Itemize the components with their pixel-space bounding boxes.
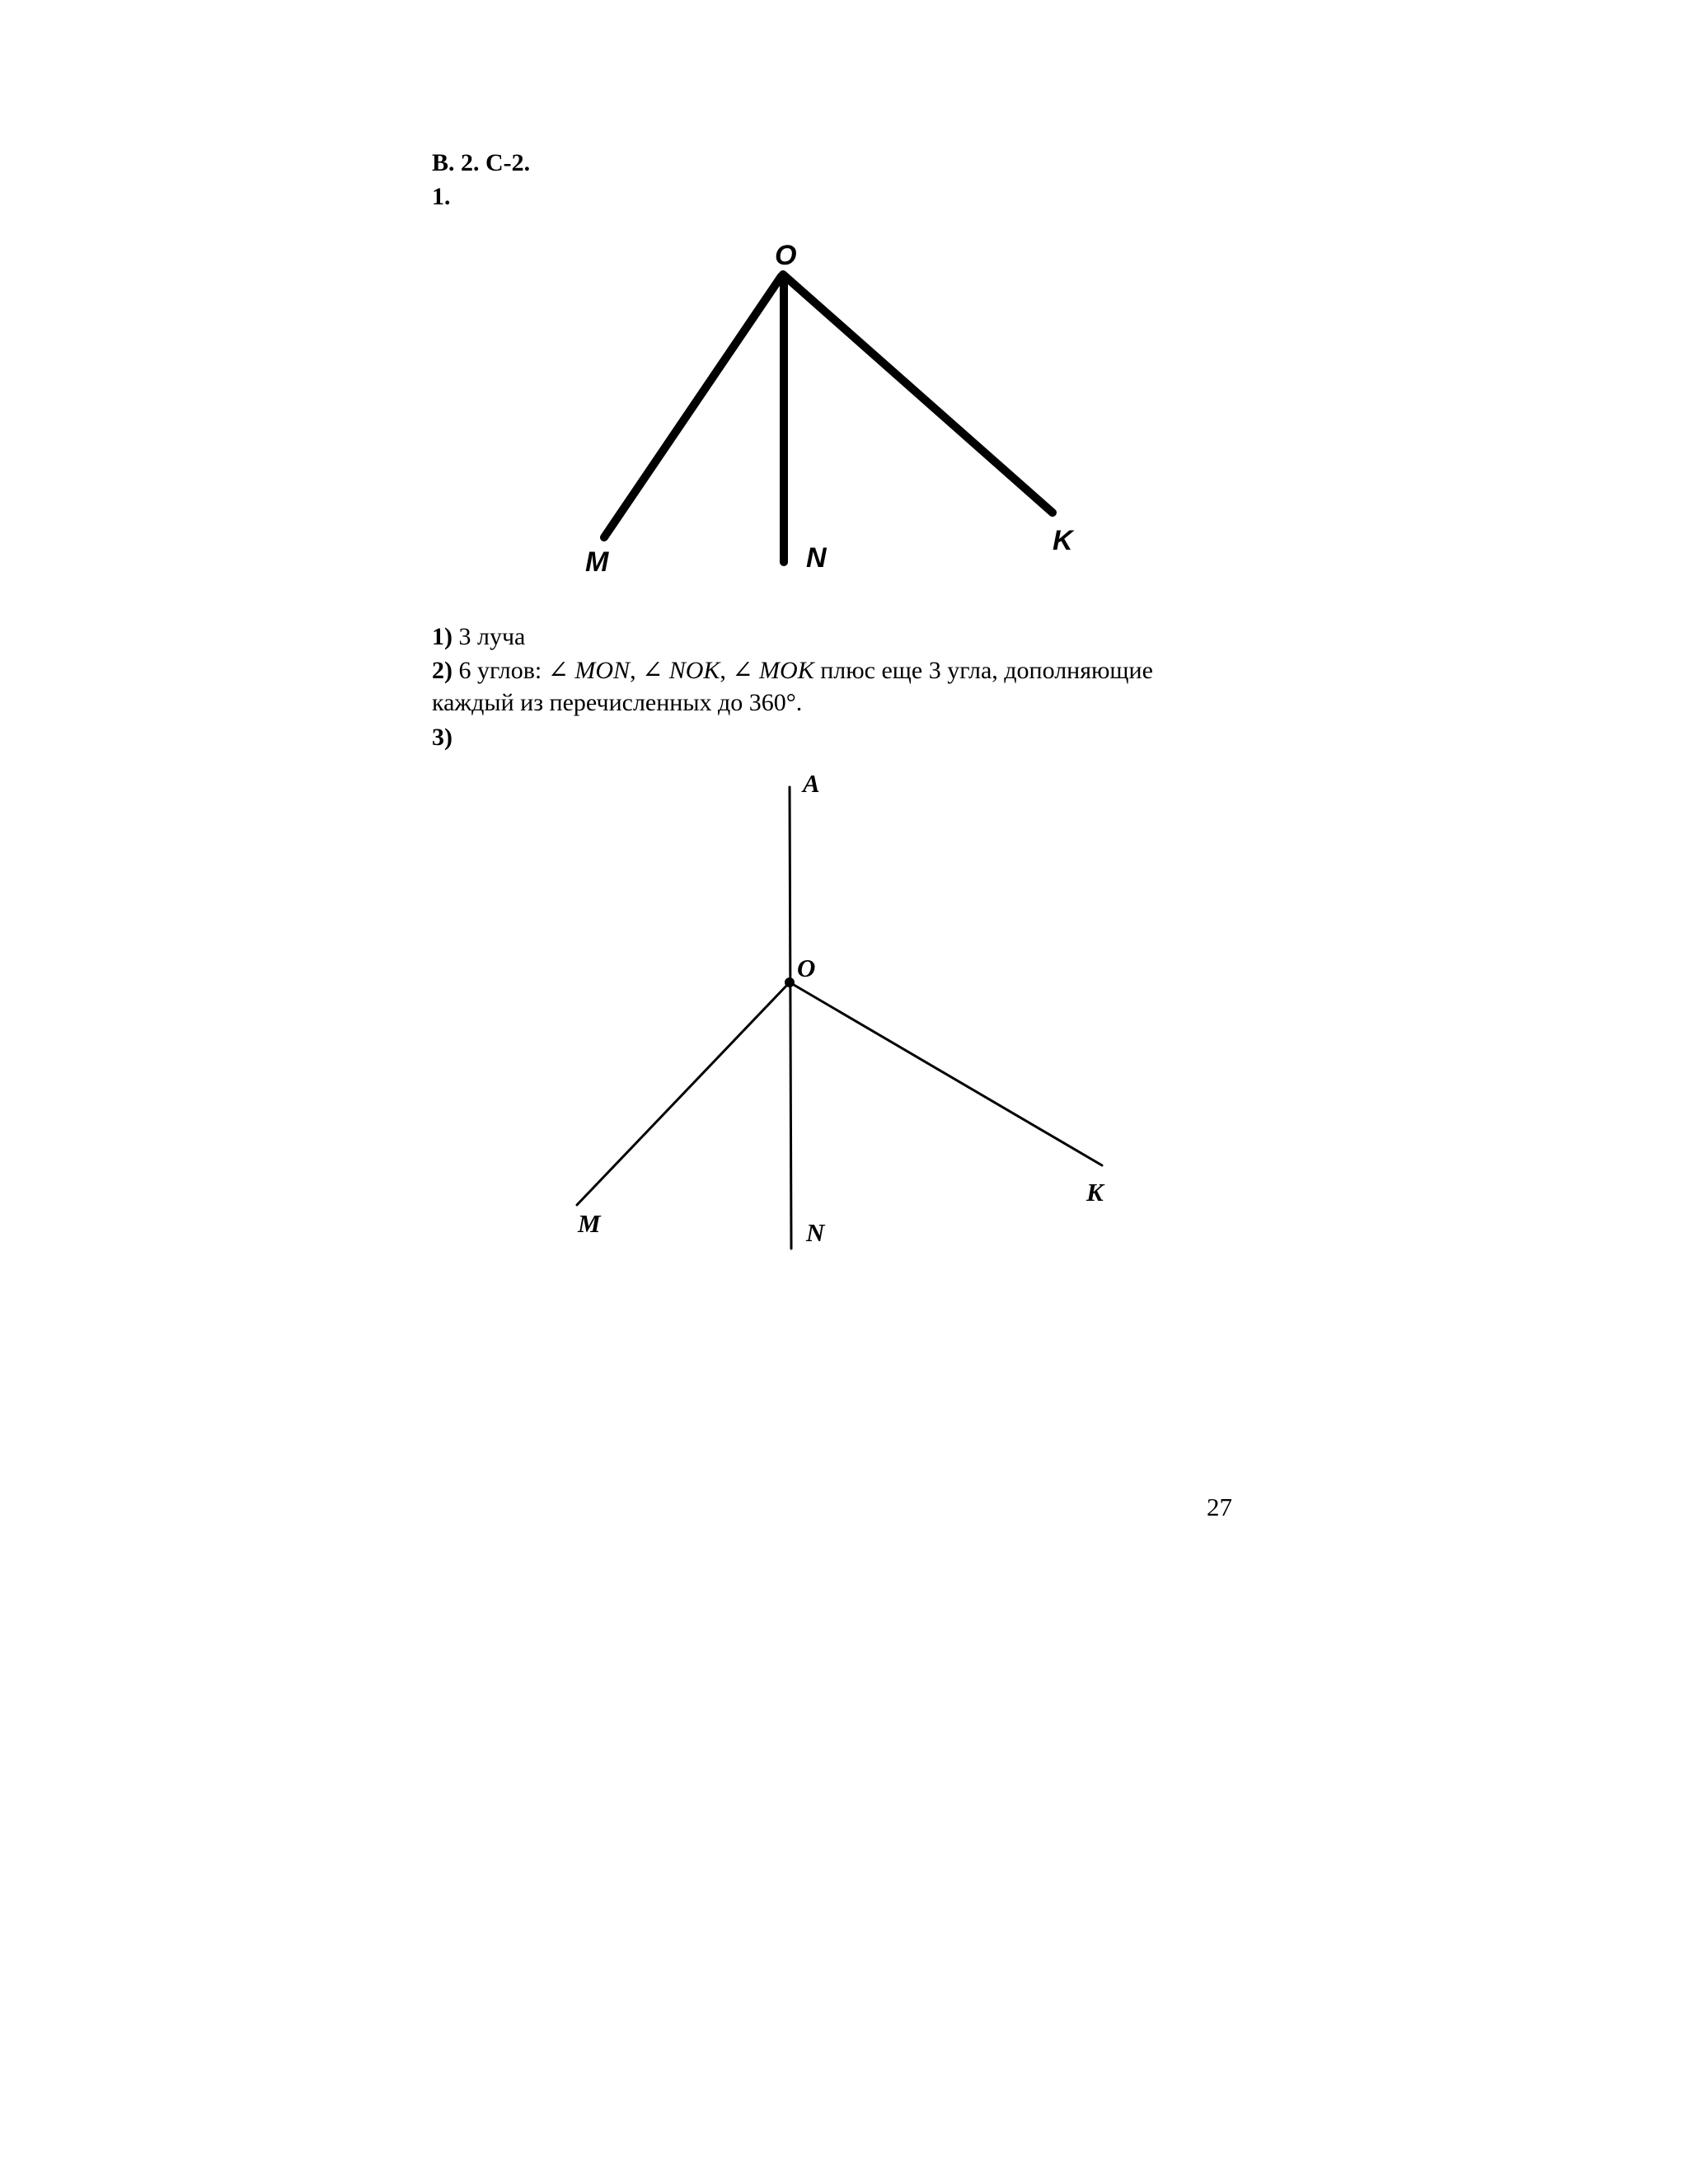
fig2-label-m: M (578, 1209, 601, 1238)
answer-3-number: 3) (432, 724, 452, 751)
fig1-label-m: M (585, 546, 609, 578)
fig2-label-a: A (803, 769, 820, 798)
section-title: В. 2. С-2. (432, 149, 531, 176)
fig2-label-k: K (1086, 1178, 1104, 1207)
angle-sign: ∠ (732, 657, 753, 684)
answer-2-prefix: 6 углов: (452, 657, 548, 684)
task-number: 1. (432, 183, 451, 210)
answer-2-line-1: 2) 6 углов: ∠ MON, ∠ NOK, ∠ MOK плюс еще 3 угла, дополняющие (432, 657, 1153, 684)
answer-2-number: 2) (432, 657, 452, 684)
ray-ok-thin (790, 982, 1102, 1165)
angle-nok: NOK (668, 657, 720, 684)
angle-mon: MON (574, 657, 631, 684)
angle-sign: ∠ (547, 657, 569, 684)
answer-2-suffix: плюс еще 3 угла, дополняющие (814, 657, 1153, 684)
angle-sign: ∠ (642, 657, 663, 684)
fig1-label-n: N (806, 542, 827, 574)
line-an (790, 787, 791, 1249)
angle-mok: MOK (759, 657, 814, 684)
point-o (785, 977, 795, 987)
fig2-label-o: O (797, 954, 816, 982)
fig1-label-k: K (1053, 525, 1073, 556)
ray-om-thin (577, 982, 790, 1205)
answer-2-line-2: каждый из перечисленных до 360°. (432, 689, 803, 716)
fig2-label-n: N (806, 1218, 825, 1247)
fig1-label-o: O (775, 240, 797, 271)
answer-1-number: 1) (432, 623, 452, 650)
page-number: 27 (1207, 1493, 1232, 1521)
answer-1-text: 3 луча (452, 623, 526, 650)
